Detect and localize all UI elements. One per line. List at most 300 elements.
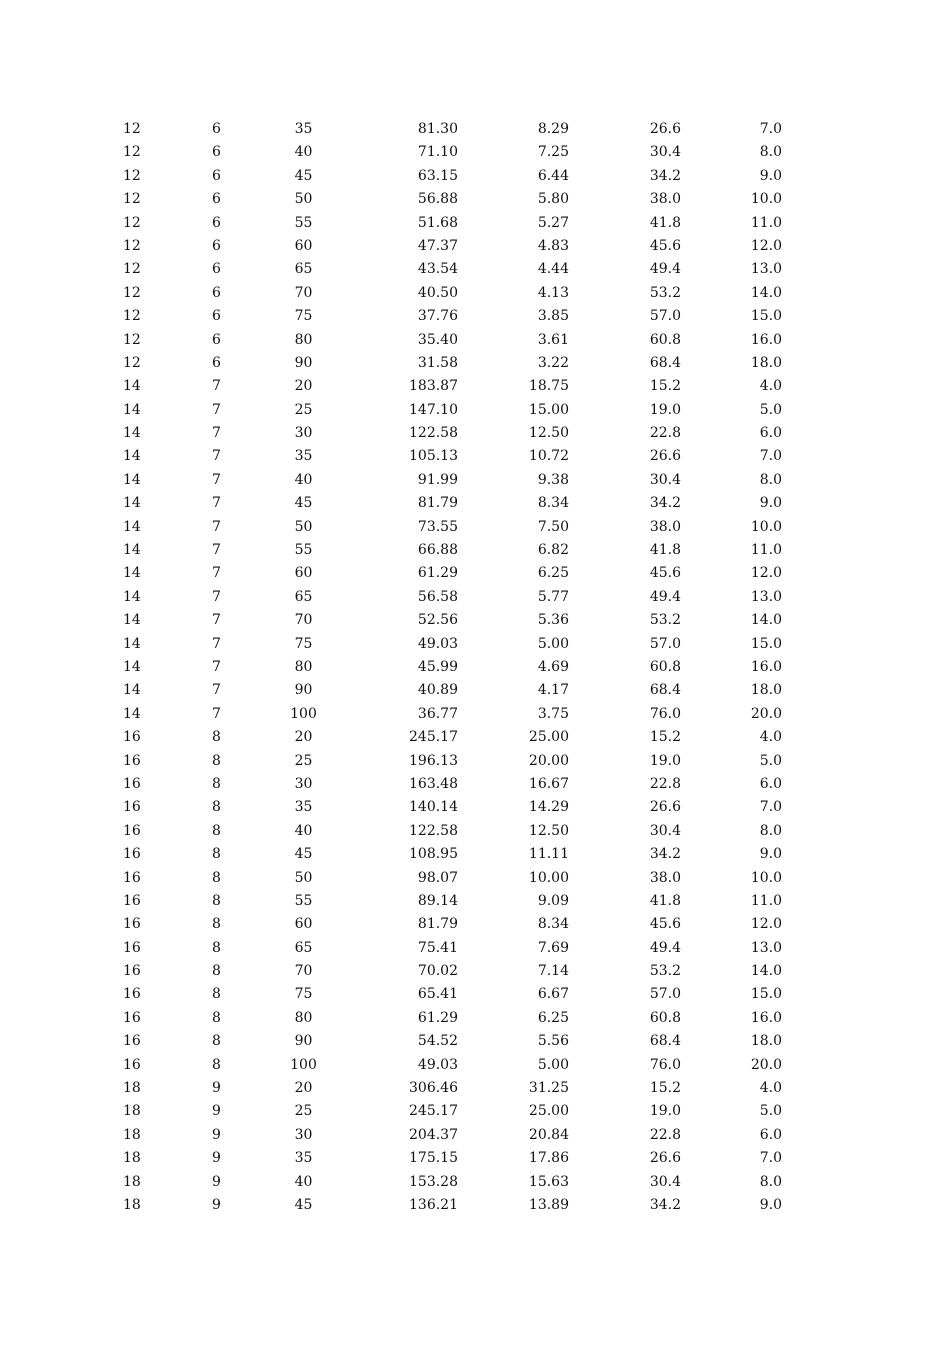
table-cell: 53.2 (649, 963, 681, 980)
table-cell: 140.14 (409, 799, 458, 816)
table-cell: 31.25 (528, 1080, 569, 1097)
table-cell: 54.52 (417, 1033, 458, 1050)
table-cell: 53.2 (649, 284, 681, 301)
table-cell: 14 (123, 588, 141, 605)
table-cell: 70 (294, 963, 313, 980)
table-cell: 47.37 (417, 237, 458, 254)
table-cell: 56.88 (417, 191, 458, 208)
table-cell: 14 (123, 635, 141, 652)
table-cell: 8 (212, 892, 221, 909)
table-cell: 6 (212, 331, 221, 348)
table-cell: 3.75 (537, 705, 569, 722)
table-cell: 5.0 (759, 752, 782, 769)
table-cell: 35 (294, 121, 313, 137)
table-cell: 30.4 (649, 1173, 681, 1190)
table-cell: 16 (123, 1056, 141, 1073)
table-cell: 8 (212, 963, 221, 980)
table-cell: 9.0 (759, 495, 782, 512)
table-cell: 9 (212, 1126, 221, 1143)
table-cell: 41.8 (649, 892, 681, 909)
table-cell: 4.0 (759, 729, 782, 746)
table-cell: 3.85 (537, 308, 569, 325)
table-cell: 16 (123, 1009, 141, 1026)
table-cell: 75 (294, 308, 313, 325)
table-cell: 70.02 (417, 963, 458, 980)
table-cell: 34.2 (649, 495, 681, 512)
table-cell: 4.83 (537, 237, 569, 254)
table-cell: 19.0 (649, 1103, 681, 1120)
table-cell: 6 (212, 284, 221, 301)
table-row (0, 773, 950, 796)
table-cell: 6.0 (759, 425, 782, 442)
table-cell: 153.28 (409, 1173, 458, 1190)
table-cell: 55 (294, 892, 313, 909)
table-row (0, 867, 950, 890)
table-row (0, 141, 950, 164)
table-cell: 22.8 (649, 1126, 681, 1143)
table-cell: 20 (294, 378, 313, 395)
table-row (0, 843, 950, 866)
table-cell: 80 (294, 658, 313, 675)
table-cell: 49.03 (417, 1056, 458, 1073)
table-cell: 18.0 (750, 354, 782, 371)
table-cell: 18 (123, 1196, 141, 1213)
table-cell: 16 (123, 1033, 141, 1050)
table-cell: 16 (123, 775, 141, 792)
table-cell: 68.4 (649, 354, 681, 371)
table-cell: 16 (123, 799, 141, 816)
table-cell: 122.58 (409, 425, 458, 442)
table-cell: 30 (294, 1126, 313, 1143)
table-cell: 14 (123, 565, 141, 582)
table-cell: 5.80 (537, 191, 569, 208)
table-cell: 38.0 (649, 869, 681, 886)
table-cell: 6.82 (537, 542, 569, 559)
table-cell: 13.0 (750, 939, 782, 956)
table-cell: 25 (294, 752, 313, 769)
table-cell: 12 (123, 214, 141, 231)
table-cell: 60 (294, 237, 313, 254)
table-cell: 5.0 (759, 401, 782, 418)
table-cell: 4.69 (537, 658, 569, 675)
table-cell: 14 (123, 495, 141, 512)
table-row (0, 703, 950, 726)
table-cell: 9.0 (759, 846, 782, 863)
table-cell: 8 (212, 846, 221, 863)
table-cell: 147.10 (409, 401, 458, 418)
table-cell: 245.17 (409, 729, 458, 746)
table-cell: 20 (294, 1080, 313, 1097)
table-cell: 7 (212, 682, 221, 699)
table-cell: 8.0 (759, 1173, 782, 1190)
table-row (0, 399, 950, 422)
table-cell: 12 (123, 308, 141, 325)
table-cell: 7.0 (759, 799, 782, 816)
table-cell: 35.40 (417, 331, 458, 348)
table-cell: 60 (294, 565, 313, 582)
table-cell: 9 (212, 1150, 221, 1167)
table-cell: 13.0 (750, 588, 782, 605)
table-cell: 45 (294, 1196, 313, 1213)
table-row (0, 422, 950, 445)
table-cell: 8 (212, 1009, 221, 1026)
table-cell: 7.69 (537, 939, 569, 956)
table-cell: 6 (212, 121, 221, 137)
table-cell: 9.09 (537, 892, 569, 909)
table-cell: 9 (212, 1196, 221, 1213)
table-cell: 14 (123, 612, 141, 629)
table-cell: 6 (212, 261, 221, 278)
table-cell: 11.0 (750, 214, 782, 231)
table-cell: 16.0 (750, 1009, 782, 1026)
table-cell: 8.34 (537, 916, 569, 933)
table-cell: 6.25 (537, 565, 569, 582)
table-row (0, 539, 950, 562)
table-cell: 63.15 (417, 167, 458, 184)
table-cell: 45.99 (417, 658, 458, 675)
table-cell: 8 (212, 799, 221, 816)
table-cell: 35 (294, 799, 313, 816)
table-cell: 25.00 (528, 729, 569, 746)
table-cell: 7 (212, 588, 221, 605)
table-cell: 14 (123, 378, 141, 395)
data-table (0, 118, 950, 1217)
table-cell: 14 (123, 425, 141, 442)
table-row (0, 516, 950, 539)
table-cell: 61.29 (417, 1009, 458, 1026)
table-cell: 7 (212, 495, 221, 512)
table-cell: 16.0 (750, 658, 782, 675)
table-cell: 12.0 (750, 565, 782, 582)
table-cell: 6 (212, 237, 221, 254)
table-row (0, 609, 950, 632)
table-cell: 13.89 (528, 1196, 569, 1213)
table-cell: 15.2 (649, 1080, 681, 1097)
table-cell: 26.6 (649, 121, 681, 137)
table-cell: 7 (212, 565, 221, 582)
table-cell: 17.86 (528, 1150, 569, 1167)
table-cell: 9 (212, 1173, 221, 1190)
table-row (0, 1054, 950, 1077)
table-cell: 40 (294, 1173, 313, 1190)
table-cell: 6 (212, 308, 221, 325)
table-row (0, 820, 950, 843)
table-cell: 55 (294, 542, 313, 559)
table-cell: 81.30 (417, 121, 458, 137)
table-cell: 3.22 (537, 354, 569, 371)
table-cell: 7 (212, 471, 221, 488)
table-cell: 52.56 (417, 612, 458, 629)
table-row (0, 375, 950, 398)
table-cell: 41.8 (649, 542, 681, 559)
table-row (0, 796, 950, 819)
table-cell: 49.4 (649, 588, 681, 605)
table-cell: 10.0 (750, 518, 782, 535)
table-row (0, 937, 950, 960)
table-cell: 12.50 (528, 425, 569, 442)
table-cell: 8 (212, 822, 221, 839)
table-cell: 4.0 (759, 378, 782, 395)
table-row (0, 1194, 950, 1217)
table-cell: 70 (294, 612, 313, 629)
table-cell: 45 (294, 846, 313, 863)
table-cell: 45.6 (649, 237, 681, 254)
table-cell: 30.4 (649, 822, 681, 839)
table-cell: 22.8 (649, 775, 681, 792)
table-cell: 4.0 (759, 1080, 782, 1097)
table-cell: 80 (294, 1009, 313, 1026)
table-cell: 45.6 (649, 916, 681, 933)
table-cell: 70 (294, 284, 313, 301)
table-cell: 8.34 (537, 495, 569, 512)
table-cell: 6 (212, 214, 221, 231)
table-cell: 89.14 (417, 892, 458, 909)
table-cell: 76.0 (649, 705, 681, 722)
table-cell: 65 (294, 588, 313, 605)
table-cell: 49.4 (649, 939, 681, 956)
table-cell: 19.0 (649, 401, 681, 418)
table-cell: 7 (212, 518, 221, 535)
table-cell: 20.84 (528, 1126, 569, 1143)
table-row (0, 586, 950, 609)
table-cell: 10.0 (750, 869, 782, 886)
table-row (0, 1124, 950, 1147)
table-cell: 16 (123, 752, 141, 769)
table-cell: 4.13 (537, 284, 569, 301)
table-cell: 7 (212, 635, 221, 652)
table-cell: 8 (212, 729, 221, 746)
table-cell: 8.0 (759, 822, 782, 839)
table-cell: 5.0 (759, 1103, 782, 1120)
table-cell: 75 (294, 635, 313, 652)
table-cell: 60.8 (649, 331, 681, 348)
table-cell: 49.03 (417, 635, 458, 652)
table-cell: 14 (123, 401, 141, 418)
table-row (0, 258, 950, 281)
table-cell: 65 (294, 261, 313, 278)
table-cell: 26.6 (649, 448, 681, 465)
table-cell: 35 (294, 448, 313, 465)
table-cell: 12 (123, 167, 141, 184)
table-cell: 15.0 (750, 308, 782, 325)
table-cell: 122.58 (409, 822, 458, 839)
table-cell: 40 (294, 822, 313, 839)
table-cell: 18.75 (528, 378, 569, 395)
table-cell: 15.2 (649, 729, 681, 746)
table-cell: 7 (212, 658, 221, 675)
table-cell: 91.99 (417, 471, 458, 488)
table-cell: 15.00 (528, 401, 569, 418)
table-cell: 7 (212, 448, 221, 465)
table-cell: 14 (123, 705, 141, 722)
table-row (0, 165, 950, 188)
table-cell: 60 (294, 916, 313, 933)
table-cell: 12 (123, 191, 141, 208)
table-cell: 12.0 (750, 916, 782, 933)
table-cell: 7.50 (537, 518, 569, 535)
table-row (0, 1147, 950, 1170)
table-cell: 40.50 (417, 284, 458, 301)
table-row (0, 492, 950, 515)
table-row (0, 562, 950, 585)
table-cell: 60.8 (649, 1009, 681, 1026)
table-cell: 18 (123, 1150, 141, 1167)
table-cell: 14.0 (750, 963, 782, 980)
table-cell: 8 (212, 752, 221, 769)
table-cell: 61.29 (417, 565, 458, 582)
table-cell: 14 (123, 658, 141, 675)
table-cell: 25.00 (528, 1103, 569, 1120)
table-cell: 9.38 (537, 471, 569, 488)
table-cell: 34.2 (649, 1196, 681, 1213)
table-cell: 9.0 (759, 167, 782, 184)
table-cell: 5.36 (537, 612, 569, 629)
table-cell: 45 (294, 495, 313, 512)
table-cell: 15.2 (649, 378, 681, 395)
table-cell: 20.00 (528, 752, 569, 769)
table-cell: 38.0 (649, 191, 681, 208)
table-cell: 57.0 (649, 308, 681, 325)
table-cell: 73.55 (417, 518, 458, 535)
table-cell: 8.29 (537, 121, 569, 137)
table-cell: 8 (212, 869, 221, 886)
table-cell: 12 (123, 284, 141, 301)
table-cell: 68.4 (649, 1033, 681, 1050)
table-row (0, 1077, 950, 1100)
table-cell: 16 (123, 822, 141, 839)
table-cell: 6 (212, 191, 221, 208)
table-cell: 30.4 (649, 471, 681, 488)
table-cell: 65.41 (417, 986, 458, 1003)
table-row (0, 983, 950, 1006)
table-cell: 12.0 (750, 237, 782, 254)
table-cell: 49.4 (649, 261, 681, 278)
table-cell: 80 (294, 331, 313, 348)
table-row (0, 679, 950, 702)
table-cell: 40 (294, 471, 313, 488)
table-cell: 175.15 (409, 1150, 458, 1167)
table-cell: 45.6 (649, 565, 681, 582)
table-row (0, 352, 950, 375)
table-cell: 6 (212, 144, 221, 161)
table-cell: 15.0 (750, 986, 782, 1003)
table-cell: 8 (212, 916, 221, 933)
table-cell: 90 (294, 682, 313, 699)
table-cell: 5.56 (537, 1033, 569, 1050)
table-cell: 16 (123, 939, 141, 956)
table-cell: 6.0 (759, 1126, 782, 1143)
table-cell: 8 (212, 986, 221, 1003)
table-cell: 30 (294, 425, 313, 442)
table-cell: 12 (123, 237, 141, 254)
table-cell: 8 (212, 939, 221, 956)
table-cell: 43.54 (417, 261, 458, 278)
table-cell: 7.14 (537, 963, 569, 980)
table-cell: 5.27 (537, 214, 569, 231)
table-row (0, 469, 950, 492)
table-cell: 14.0 (750, 612, 782, 629)
table-cell: 204.37 (409, 1126, 458, 1143)
table-row (0, 913, 950, 936)
table-cell: 37.76 (417, 308, 458, 325)
table-cell: 7 (212, 401, 221, 418)
table-cell: 4.44 (537, 261, 569, 278)
table-cell: 45 (294, 167, 313, 184)
table-cell: 100 (290, 705, 317, 722)
table-cell: 40.89 (417, 682, 458, 699)
table-cell: 12 (123, 144, 141, 161)
table-cell: 57.0 (649, 986, 681, 1003)
table-cell: 18 (123, 1126, 141, 1143)
table-cell: 5.00 (537, 635, 569, 652)
table-cell: 196.13 (409, 752, 458, 769)
table-cell: 9.0 (759, 1196, 782, 1213)
table-cell: 14.0 (750, 284, 782, 301)
table-cell: 3.61 (537, 331, 569, 348)
table-cell: 9 (212, 1080, 221, 1097)
table-row (0, 1007, 950, 1030)
table-cell: 6.67 (537, 986, 569, 1003)
table-cell: 7.25 (537, 144, 569, 161)
table-cell: 8 (212, 775, 221, 792)
table-cell: 6.44 (537, 167, 569, 184)
table-cell: 6.0 (759, 775, 782, 792)
table-cell: 306.46 (409, 1080, 458, 1097)
table-cell: 8.0 (759, 144, 782, 161)
table-row (0, 212, 950, 235)
table-cell: 20 (294, 729, 313, 746)
table-cell: 26.6 (649, 1150, 681, 1167)
table-cell: 16 (123, 986, 141, 1003)
table-cell: 12 (123, 121, 141, 137)
table-row (0, 890, 950, 913)
table-row (0, 1171, 950, 1194)
table-cell: 10.00 (528, 869, 569, 886)
table-row (0, 305, 950, 328)
table-cell: 57.0 (649, 635, 681, 652)
table-cell: 18.0 (750, 682, 782, 699)
table-cell: 16 (123, 963, 141, 980)
table-row (0, 188, 950, 211)
table-cell: 7 (212, 542, 221, 559)
table-cell: 9 (212, 1103, 221, 1120)
table-cell: 90 (294, 354, 313, 371)
table-row (0, 1100, 950, 1123)
table-cell: 56.58 (417, 588, 458, 605)
table-cell: 7 (212, 612, 221, 629)
table-cell: 34.2 (649, 167, 681, 184)
table-cell: 20.0 (750, 705, 782, 722)
table-cell: 60.8 (649, 658, 681, 675)
table-cell: 5.00 (537, 1056, 569, 1073)
table-cell: 12 (123, 261, 141, 278)
table-cell: 16 (123, 869, 141, 886)
table-cell: 163.48 (409, 775, 458, 792)
table-cell: 10.0 (750, 191, 782, 208)
table-cell: 12.50 (528, 822, 569, 839)
table-cell: 76.0 (649, 1056, 681, 1073)
table-cell: 7.0 (759, 121, 782, 137)
table-cell: 66.88 (417, 542, 458, 559)
table-cell: 30.4 (649, 144, 681, 161)
table-cell: 81.79 (417, 495, 458, 512)
table-row (0, 329, 950, 352)
table-cell: 10.72 (528, 448, 569, 465)
table-cell: 14.29 (528, 799, 569, 816)
table-cell: 16.0 (750, 331, 782, 348)
table-cell: 16 (123, 846, 141, 863)
table-cell: 25 (294, 401, 313, 418)
